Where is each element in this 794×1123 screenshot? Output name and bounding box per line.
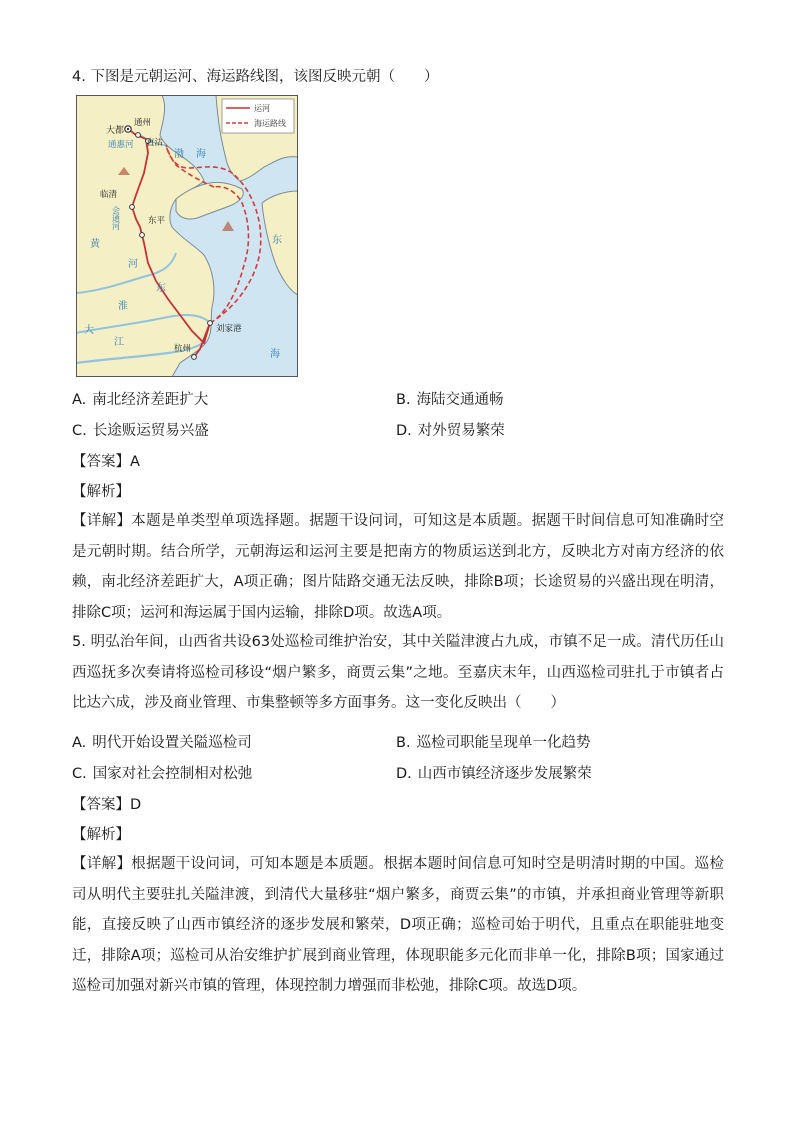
label-huai: 淮 [118, 301, 128, 312]
label-he: 河 [128, 259, 138, 270]
q5-analysis-label: 【解析】 [72, 827, 130, 843]
city-marker-liujiagang [208, 321, 213, 326]
label-huang: 黄 [90, 239, 100, 250]
legend-sea-label: 海运路线 [254, 119, 286, 128]
label-da: 大 [84, 325, 94, 336]
label-jiang: 江 [114, 337, 124, 348]
label-dongping: 东平 [148, 216, 166, 226]
q5-answer: 【答案】D [72, 797, 142, 813]
label-dadu: 大都 [106, 126, 125, 136]
city-marker-dongping [140, 233, 145, 238]
q4-option-d: D. 对外贸易繁荣 [396, 423, 505, 439]
city-marker-linqing [130, 205, 135, 210]
label-bohai-1: 渤 [174, 149, 184, 160]
label-huitong-3: 河 [112, 222, 120, 231]
label-liujiagang: 刘家港 [216, 324, 242, 334]
q4-option-a: A. 南北经济差距扩大 [72, 392, 209, 408]
label-dong-sea: 东 [272, 235, 282, 246]
capital-dot-icon [127, 128, 129, 130]
label-tonghuihe: 通惠河 [108, 140, 134, 150]
q5-detail: 【详解】根据题干设问词，可知本题是本质题。根据本题时间信息可知时空是明清时期的中国。巡检司从明代主要驻扎关隘津渡，到清代大量移驻“烟户繁多，商贾云集”的市镇，并承担商业管理等新职能，直接反映了山西市镇经济的逐步发展和繁荣，D项正确；巡检司始于明代，且重点在职能驻地变迁，排除A项；巡检司从治安维护扩展到商业管理，体现职能多元化而非单一化，排除B项；国家通过巡检司加强对新兴市镇的管理，体现控制力增强而非松弛，排除C项。故选D项。 [72, 856, 724, 994]
city-marker-hangzhou [192, 355, 197, 360]
label-tongzhou: 通州 [134, 118, 152, 128]
q4-answer: 【答案】A [72, 454, 140, 470]
q4-detail: 【详解】本题是单类型单项选择题。据题干设问词，可知这是本质题。据题干时间信息可知准确时空是元朝时期。结合所学，元朝海运和运河主要是把南方的物质运送到北方，反映北方对南方经济的依赖，南北经济差距扩大，A项正确；图片陆路交通无法反映，排除B项；长途贸易的兴盛出现在明清，排除C项；运河和海运属于国内运输，排除D项。故选A项。 [72, 513, 724, 621]
label-dong-land: 东 [156, 283, 166, 294]
q5-option-b: B. 巡检司职能呈现单一化趋势 [396, 735, 591, 751]
q5-option-a: A. 明代开始设置关隘巡检司 [72, 735, 252, 751]
q5-stem: 5. 明弘治年间，山西省共设63处巡检司维护治安，其中关隘津渡占九成，市镇不足一成。清代历任山西巡抚多次奏请将巡检司移设“烟户繁多，商贾云集”之地。至嘉庆末年，山西巡检司驻扎于市镇者占比达六成，涉及商业管理、市集整顿等多方面事务。这一变化反映出（ ） [72, 634, 724, 711]
q4-stem: 4. 下图是元朝运河、海运路线图，该图反映元朝（ ） [72, 69, 439, 85]
label-zhigu: 直沽 [146, 138, 164, 148]
label-huitong-2: 通 [112, 214, 120, 223]
label-hai-sea: 海 [270, 349, 280, 360]
label-bohai-2: 海 [196, 149, 206, 160]
legend-canal-label: 运河 [254, 104, 270, 113]
q5-option-c: C. 国家对社会控制相对松弛 [72, 766, 253, 782]
q4-option-b: B. 海陆交通通畅 [396, 392, 504, 408]
q4-analysis-label: 【解析】 [72, 484, 130, 500]
label-hangzhou: 杭州 [174, 344, 192, 354]
city-marker-tongzhou [136, 133, 141, 138]
q5-option-d: D. 山西市镇经济逐步发展繁荣 [396, 766, 592, 782]
label-huitong-1: 会 [112, 206, 120, 215]
yuan-canal-sea-route-map [76, 95, 298, 377]
label-linqing: 临清 [100, 190, 118, 200]
q4-option-c: C. 长途贩运贸易兴盛 [72, 423, 209, 439]
